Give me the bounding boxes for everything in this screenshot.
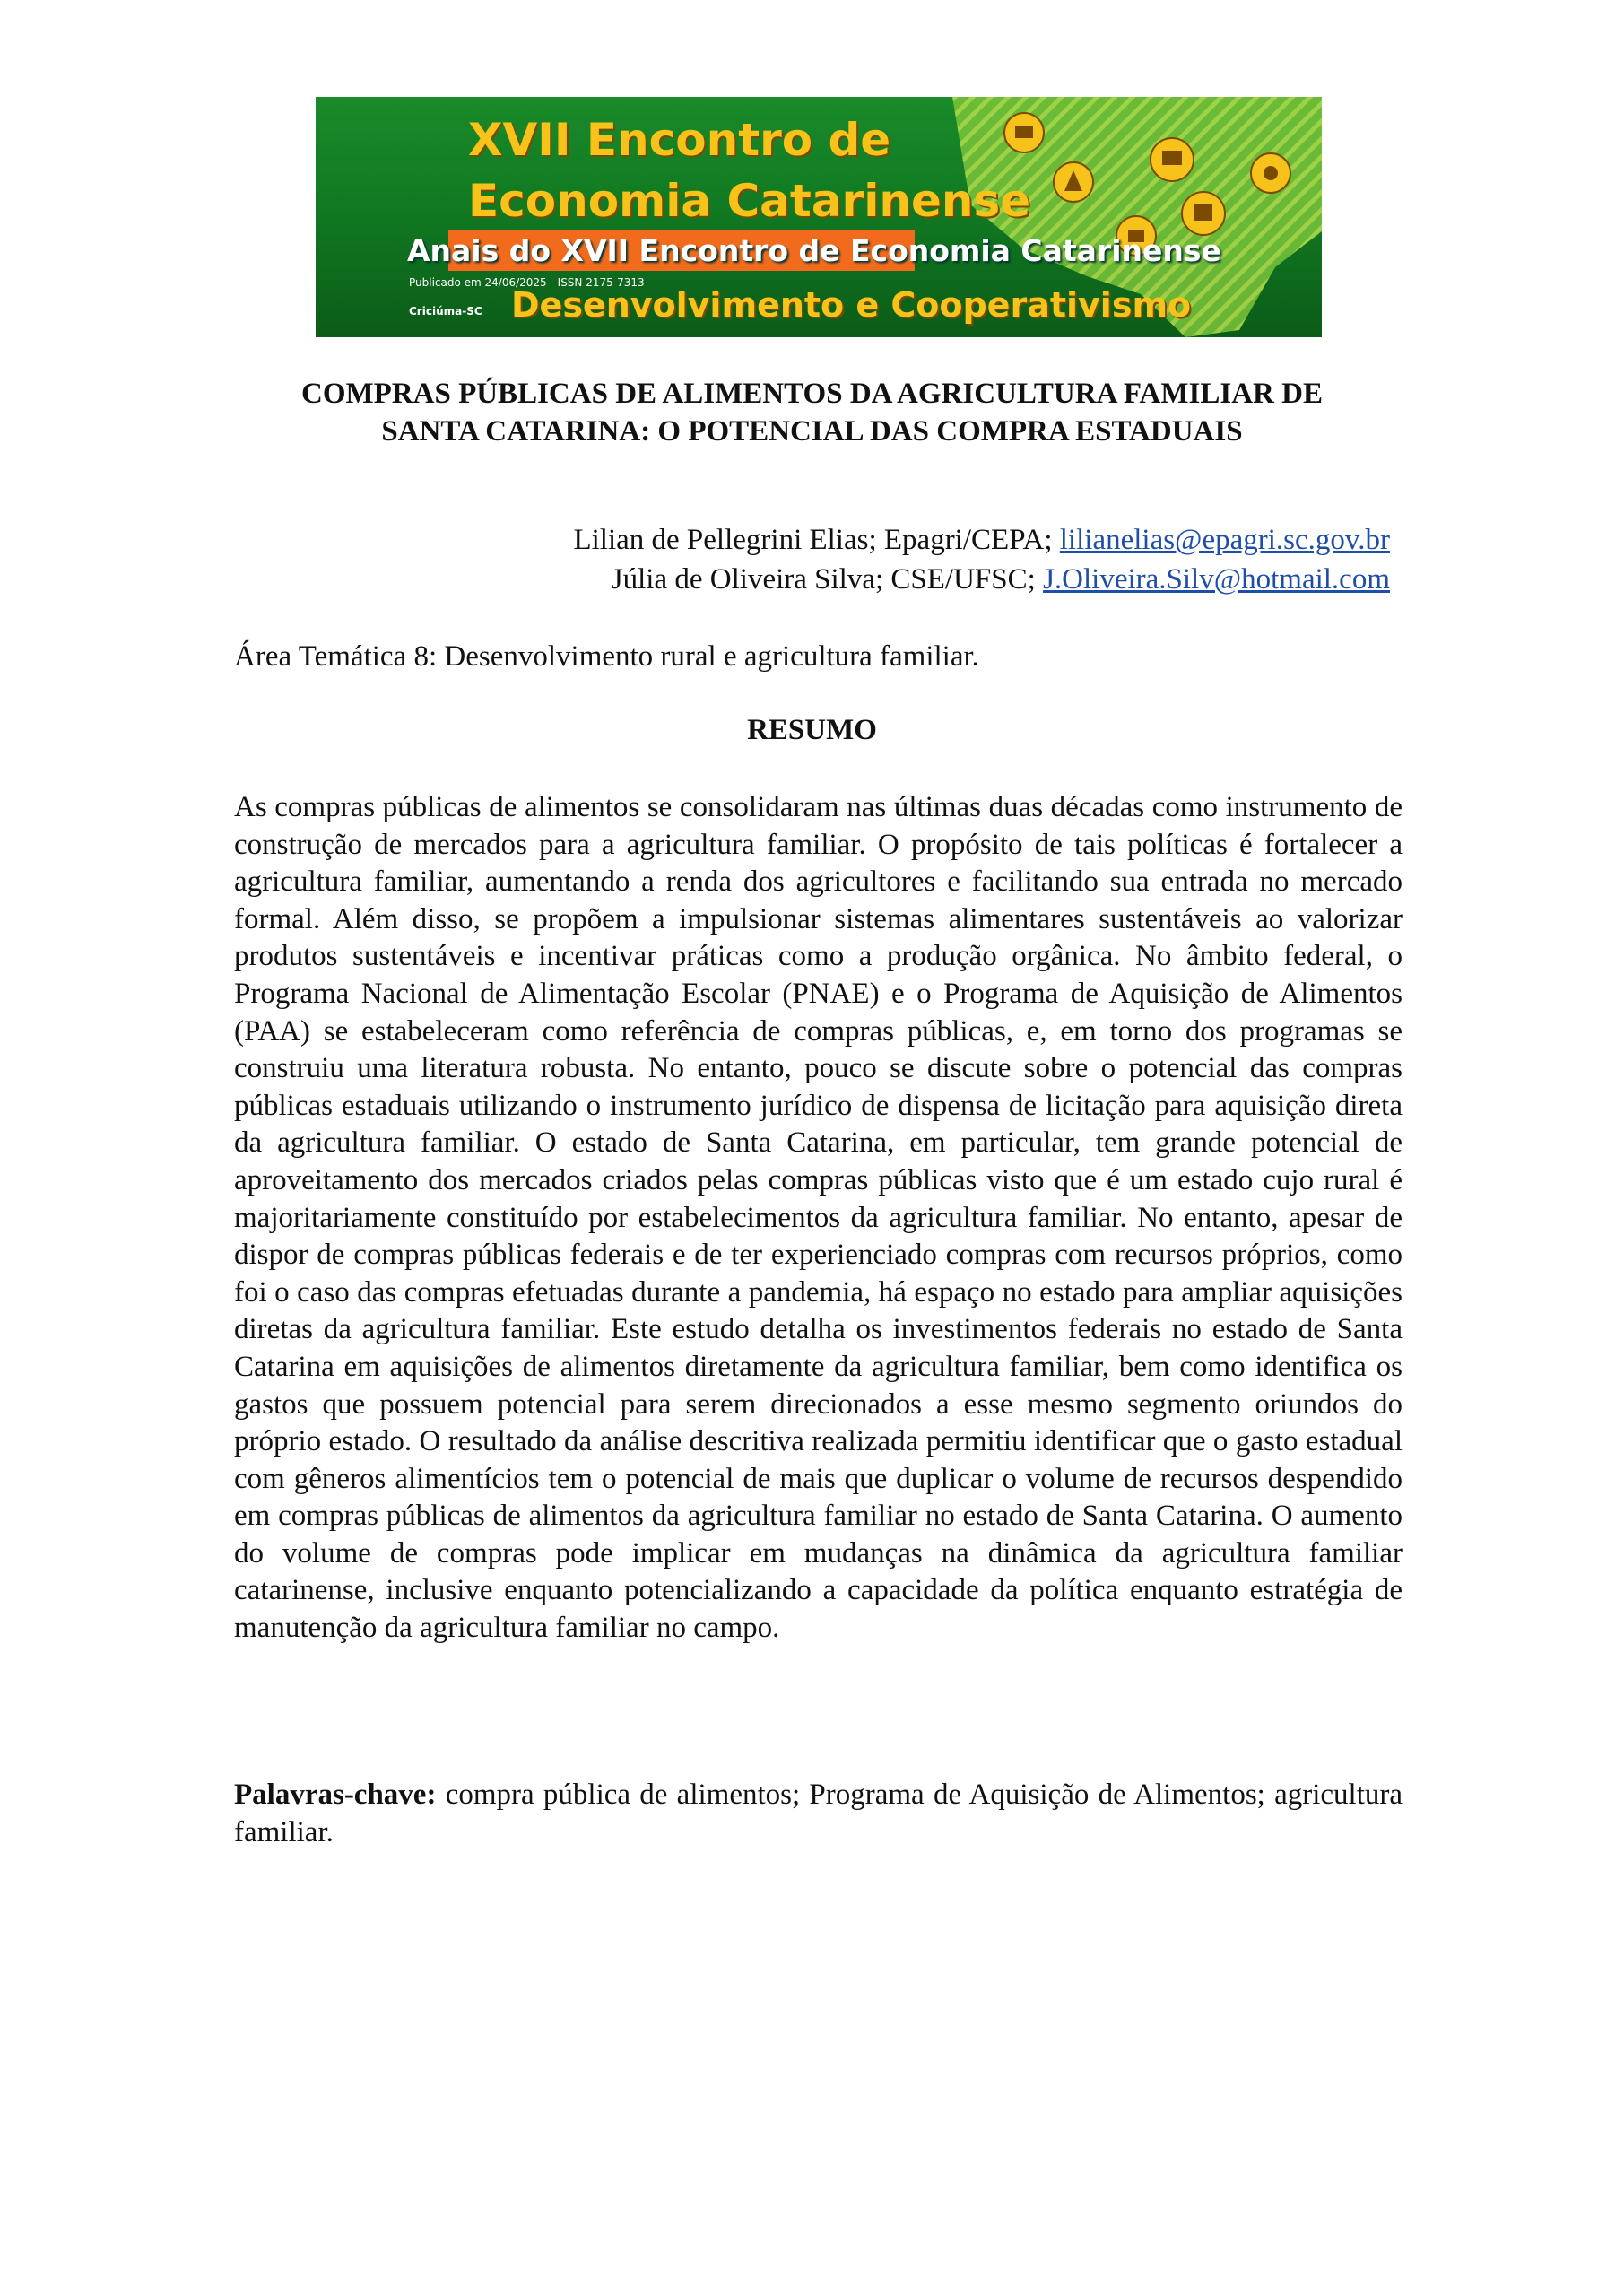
keywords-text: compra pública de alimentos; Programa de Aquisição de Alimentos; agricultura familiar. — [234, 1779, 1403, 1848]
banner-city: Criciúma-SC — [409, 305, 482, 317]
keywords-label: Palavras-chave: — [234, 1779, 437, 1811]
banner-anais-text: Anais do XVII Encontro de Economia Catarinense — [407, 233, 1221, 268]
paper-title-line1: COMPRAS PÚBLICAS DE ALIMENTOS DA AGRICULTURA FAMILIAR DE — [301, 378, 1323, 410]
event-banner — [316, 97, 1322, 337]
author-line — [573, 520, 1390, 560]
banner-title-line1: XVII Encontro de — [468, 114, 891, 166]
paper-title-line2: SANTA CATARINA: O POTENCIAL DAS COMPRA ESTADUAIS — [381, 415, 1243, 448]
keywords — [234, 1776, 1403, 1851]
banner-title-line2: Economia Catarinense — [468, 175, 1031, 227]
authors-block — [573, 520, 1390, 599]
abstract-text: As compras públicas de alimentos se consolidaram nas últimas duas décadas como instrumento de construção de mercados para a agricultura familiar. O propósito de tais políticas é fortalecer a agricultura familiar, aumentando a renda dos agricultores e facilitando sua entrada no mercado formal. Além disso, se propõem a impulsionar sistemas alimentares sustentáveis ao valorizar produtos sustentáveis e incentivar práticas como a produção orgânica. No âmbito federal, o Programa Nacional de Alimentação Escolar (PNAE) e o Programa de Aquisição de Alimentos (PAA) se estabeleceram como referência de compras públicas, e, em torno dos programas se construiu uma literatura robusta. No entanto, pouco se discute sobre o potencial das compras públicas estaduais utilizando o instrumento jurídico de dispensa de licitação para aquisição direta da agricultura familiar. O estado de Santa Catarina, em particular, tem grande potencial de aproveitamento dos mercados criados pelas compras públicas visto que é um estado cujo rural é majoritariamente constituído por estabelecimentos da agricultura familiar. No entanto, apesar de dispor de compras públicas federais e de ter experienciado compras com recursos próprios, como foi o caso das compras efetuadas durante a pandemia, há espaço no estado para ampliar aquisições diretas da agricultura familiar. Este estudo detalha os investimentos federais no estado de Santa Catarina em aquisições de alimentos diretamente da agricultura familiar, bem como identifica os gastos que possuem potencial para serem direcionados a esse mesmo segmento oriundos do próprio estado. O resultado da análise descritiva realizada permitiu identificar que o gasto estadual com gêneros alimentícios tem o potencial de mais que duplicar o volume de recursos despendido em compras públicas de alimentos da agricultura familiar no estado de Santa Catarina. O aumento do volume de compras pode implicar em mudanças na dinâmica da agricultura familiar catarinense, inclusive enquanto potencializando a capacidade da política enquanto estratégia de manutenção da agricultura familiar no campo. — [234, 791, 1403, 1645]
thematic-area: Área Temática 8: Desenvolvimento rural e agricultura familiar. — [234, 640, 979, 673]
author-affiliation: Júlia de Oliveira Silva; CSE/UFSC; — [611, 563, 1044, 596]
author-affiliation: Lilian de Pellegrini Elias; Epagri/CEPA; — [573, 524, 1060, 556]
author-line — [573, 560, 1390, 599]
abstract-heading: RESUMO — [747, 714, 877, 746]
banner-publication-info: Publicado em 24/06/2025 - ISSN 2175-7313 — [409, 276, 645, 289]
author-email-link[interactable]: lilianelias@epagri.sc.gov.br — [1059, 524, 1390, 556]
banner-subtitle: Desenvolvimento e Cooperativismo — [511, 285, 1192, 325]
paper-title — [179, 375, 1445, 450]
author-email-link[interactable]: J.Oliveira.Silv@hotmail.com — [1043, 563, 1390, 596]
